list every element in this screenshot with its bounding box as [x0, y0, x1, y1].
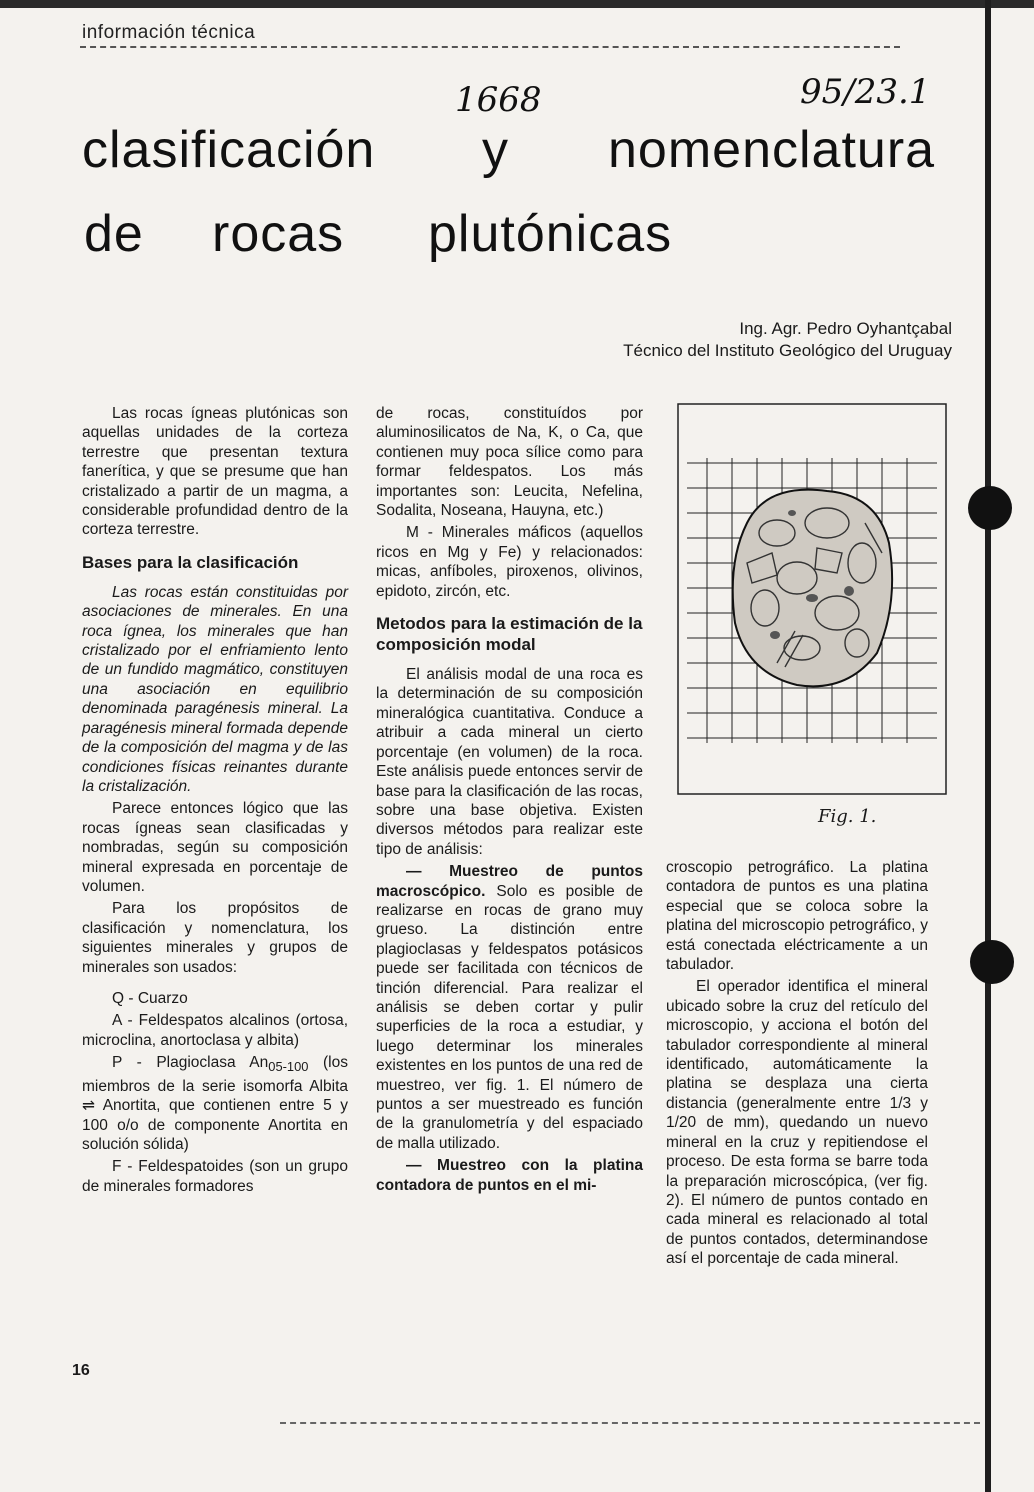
title-word: rocas	[212, 205, 345, 263]
binder-hole	[968, 486, 1012, 530]
paragraph	[376, 862, 643, 1153]
header-divider	[80, 46, 900, 48]
title-word: clasificación	[82, 121, 376, 179]
paragraph: Para los propósitos de clasificación y nomenclatura, los siguientes minerales y grupos de minerales son usados:	[82, 900, 348, 976]
section-label: información técnica	[82, 22, 256, 43]
author-block	[560, 318, 952, 362]
paragraph: Las rocas ígneas plutónicas son aquellas unidades de la corteza terrestre que presentan textura fanerítica, y que se presume que han cristalizado a partir de un magma, a considerable profundidad dentro de la corteza terrestre.	[82, 405, 348, 539]
mineral-label: P - Plagioclasa An	[112, 1054, 269, 1072]
column-3	[666, 858, 928, 1272]
paragraph: El operador identifica el mineral ubicado sobre la cruz del retículo del microscopio, y acciona el botón del tabulador correspondiente al mineral identificado, automáticamente la platina se desplaza una cierta distancia (generalmente entre 1/3 y 1/20 de mm), quedando un nuevo mineral en la cruz y repitiendose el proceso. De esta forma se barre toda la preparación microscópica, (ver fig. 2). El número de puntos contado en cada mineral es relacionado al total de puntos contados, determinandose así el porcentaje de cada mineral.	[666, 978, 928, 1268]
section-heading: Bases para la clasificación	[82, 552, 299, 572]
method-title: — Muestreo de puntos macroscópico.	[376, 863, 643, 900]
mineral-item	[82, 1053, 348, 1154]
title-word: y	[482, 121, 509, 179]
mineral-item: M - Minerales máficos (aquellos ricos en Mg y Fe) y relacionados: micas, anfíboles, piroxenos, olivinos, epidoto, zircón, etc.	[376, 524, 643, 600]
mineral-item: A - Feldespatos alcalinos (ortosa, microclina, anortoclasa y albita)	[82, 1012, 348, 1049]
footer-divider	[280, 1422, 980, 1424]
author-role: Técnico del Instituto Geológico del Uruguay	[623, 341, 952, 360]
title-word: de	[84, 205, 144, 263]
paragraph: croscopio petrográfico. La platina contadora de puntos es una platina especial que se coloca sobre la platina del microscopio petrográfico, y está conectada eléctricamente a un tabulador.	[666, 859, 928, 974]
paragraph: El análisis modal de una roca es la determinación de su composición mineralógica cuantitativa. Conduce a atribuir a cada mineral un cierto porcentaje (en volumen) de la roca. Este análisis puede entonces servir de base para la clasificación de las rocas, sobre una base objetiva. Existen diversos métodos para realizar este tipo de análisis:	[376, 666, 643, 858]
author-name: Ing. Agr. Pedro Oyhantçabal	[739, 319, 952, 338]
binder-hole	[970, 940, 1014, 984]
handwritten-note: 95/23.1	[800, 72, 931, 112]
section-heading: Metodos para la estimación de la composición modal	[376, 614, 643, 655]
figure-caption: Fig. 1.	[818, 806, 877, 827]
mineral-item: F - Feldespatoides (son un grupo de minerales formadores	[82, 1158, 348, 1195]
title-word: plutónicas	[428, 205, 673, 263]
paragraph: Las rocas están constituidas por asociaciones de minerales. En una roca ígnea, los minerales que han cristalizado por el enfriamiento lento de un fundido magmático, constituyen una asociación en equilibrio denominada paragénesis mineral. La paragénesis mineral formada depende de la composición del magma y de las condiciones físicas reinantes durante la cristalización.	[82, 583, 348, 795]
handwritten-note: 1668	[455, 80, 542, 120]
scan-top-border	[0, 0, 1034, 8]
figure-grid-diagram	[677, 403, 947, 795]
column-2	[376, 404, 643, 1198]
page-number: 16	[72, 1362, 90, 1379]
scan-right-border	[985, 0, 991, 1492]
paragraph: — Muestreo con la platina contadora de puntos en el mi-	[376, 1157, 643, 1194]
title-word: nomenclatura	[608, 121, 936, 179]
method-body: Solo es posible de realizarse en rocas de grano muy grueso. La distinción entre plagioclasas y feldespatos potásicos puede ser facilitada con técnicos de tinción diferencial. Para realizar el análisis se deben cortar y pulir superficies de la roca a estudiar, y luego determinar los minerales existentes en los puntos de una red de muestreo, ver fig. 1. El número de puntos a ser muestreado es función de la granulometría y del espaciado de malla utilizado.	[376, 882, 643, 1152]
paragraph: de rocas, constituídos por aluminosilicatos de Na, K, o Ca, que contienen muy poca sílice como para formar feldespatos. Los más importantes son: Leucita, Nefelina, Sodalita, Noseana, Hauyna, etc.)	[376, 405, 643, 520]
paragraph: Parece entonces lógico que las rocas ígneas sean clasificadas y nombradas, según su composición mineral expresada en porcentaje de volumen.	[82, 800, 348, 895]
mineral-desc: (los miembros de la serie isomorfa Albita ⇌ Anortita, que contienen entre 5 y 100 o/o de componente Anortita en solución sólida)	[82, 1054, 348, 1153]
subscript: 05-100	[268, 1059, 309, 1075]
mineral-item: Q - Cuarzo	[112, 989, 188, 1007]
column-1	[82, 404, 348, 1199]
